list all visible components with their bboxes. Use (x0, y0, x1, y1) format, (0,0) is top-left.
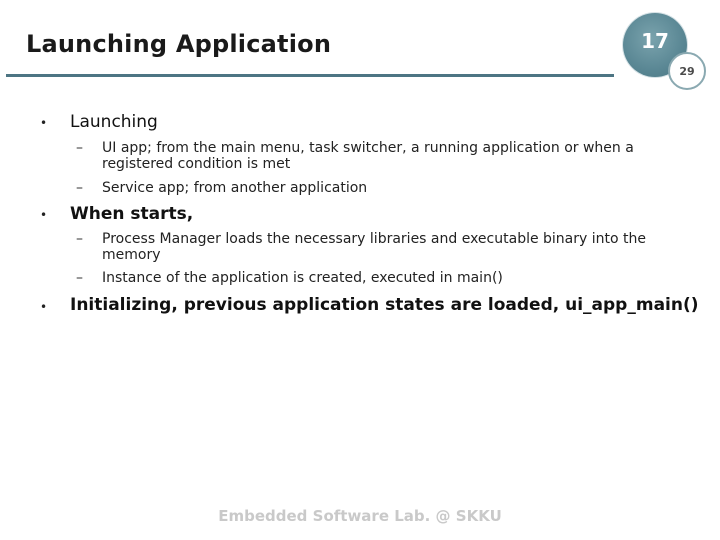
sub-page-number: 29 (679, 64, 695, 78)
slide-title: Launching Application (26, 30, 332, 58)
bullet-text: When starts, (70, 204, 194, 224)
sub-bullet-marker: – (76, 140, 83, 156)
page-number: 17 (641, 29, 669, 53)
sub-bullet-text: UI app; from the main menu, task switcher, a running application or when a registered condition is met (102, 140, 634, 172)
bullet-marker: • (40, 116, 48, 130)
sub-bullet-marker: – (76, 270, 83, 286)
bullet-text: Launching (70, 112, 158, 132)
bullet-marker: • (40, 300, 48, 314)
footer-text: Embedded Software Lab. @ SKKU (218, 507, 502, 525)
title-underline (6, 74, 614, 77)
sub-bullet-text: Process Manager loads the necessary libraries and executable binary into the memory (102, 231, 646, 263)
sub-bullet-text: Instance of the application is created, executed in main() (102, 270, 503, 286)
sub-bullet-marker: – (76, 231, 83, 247)
sub-page-number-badge (668, 52, 706, 90)
sub-bullet-text: Service app; from another application (102, 180, 368, 196)
sub-bullet-marker: – (76, 180, 83, 196)
bullet-text: Initializing, previous application states are loaded, ui_app_main() (70, 295, 699, 315)
bullet-marker: • (40, 208, 48, 222)
